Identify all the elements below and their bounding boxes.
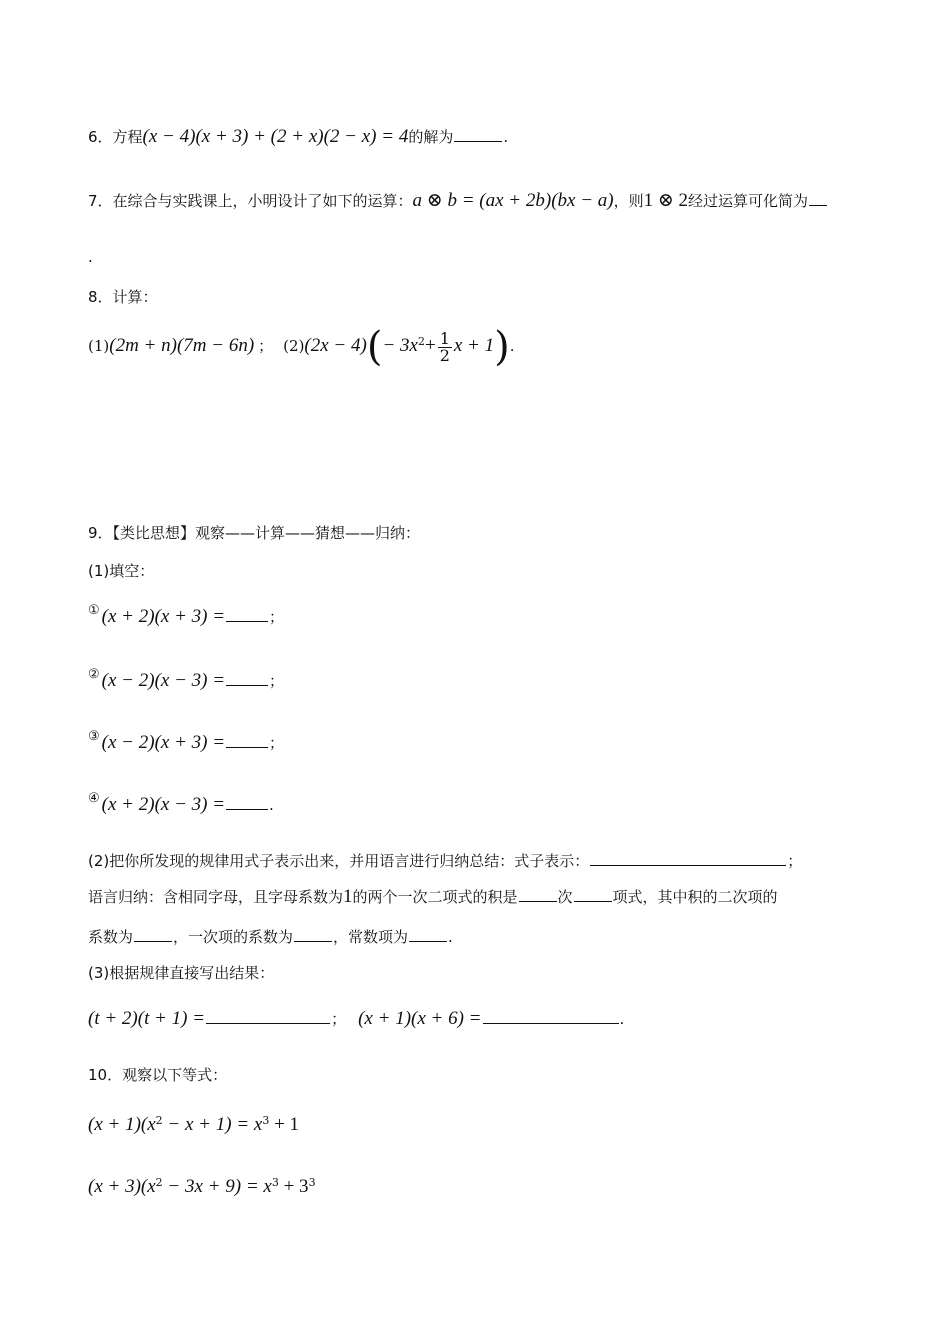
q9-item-3 — [88, 729, 285, 756]
q9-part2-coef-label: 系数为 — [88, 928, 134, 946]
q10-eq2-part-a: (x + 3)(x — [88, 1176, 156, 1197]
q7-answer-blank[interactable] — [809, 191, 827, 206]
q9-part3-expression-1: (t + 2)(t + 1) = — [88, 1008, 206, 1029]
q8-part2-tail: x + 1 — [453, 335, 495, 356]
q7-prefix: 7．在综合与实践课上，小明设计了如下的运算： — [88, 192, 413, 210]
q10-equation-2 — [88, 1172, 316, 1198]
q9-title: 9．【类比思想】观察——计算——猜想——归纳： — [88, 524, 421, 542]
q10-eq2-exp-1: 2 — [155, 1176, 163, 1189]
q10-eq2-part-c: + 3 — [278, 1176, 309, 1197]
q9-item-4-expression: (x + 2)(x − 3) = — [101, 794, 226, 815]
q9-part3-blank-1[interactable] — [206, 1009, 330, 1024]
q10-eq2-exp-2: 3 — [271, 1176, 279, 1189]
q10-eq2-exp-3: 3 — [308, 1176, 316, 1189]
q9-item-2-end: ； — [269, 672, 285, 690]
q9-part3-end: . — [619, 1010, 625, 1028]
q10-eq1-part-b: − x + 1) = x — [162, 1114, 263, 1135]
q8-fraction — [438, 328, 452, 365]
question-8-parts — [88, 322, 515, 370]
q9-part2-linear-label: ，一次项的系数为 — [173, 928, 294, 946]
q9-part2-summary-1: 语言归纳：含相同字母，且字母系数为 — [88, 888, 344, 906]
q9-constant-blank[interactable] — [409, 927, 447, 942]
question-10-title — [88, 1064, 227, 1086]
q7-operation-instance: 1 ⊗ 2 — [643, 190, 689, 211]
q9-degree-blank[interactable] — [519, 887, 557, 902]
q6-prefix: 6．方程 — [88, 128, 143, 146]
q9-part3 — [88, 962, 274, 984]
q6-equation: (x − 4)(x + 3) + (2 + x)(2 − x) = 4 — [142, 126, 409, 147]
q9-part3-expression-2: (x + 1)(x + 6) = — [358, 1008, 482, 1029]
q9-part2-line2 — [88, 886, 778, 908]
q9-item-3-end: ； — [269, 734, 285, 752]
q8-part2-factor: (2x − 4) — [304, 335, 367, 356]
q9-part2-summary-2: 的两个一次二项式的积是 — [352, 888, 518, 906]
q9-linear-coef-blank[interactable] — [294, 927, 332, 942]
q8-plus: + — [424, 335, 436, 356]
q6-answer-blank[interactable] — [454, 127, 502, 142]
q9-part2-one: 1 — [343, 886, 353, 907]
q9-part3-blank-2[interactable] — [483, 1009, 619, 1024]
q9-part2-line3-end: . — [448, 928, 453, 946]
question-8-title — [88, 286, 158, 308]
q8-part2-label: (2) — [283, 337, 305, 355]
q9-item-1 — [88, 603, 285, 630]
q6-suffix: 的解为 — [408, 128, 454, 146]
q9-part3-sep: ； — [331, 1010, 347, 1028]
q9-item-1-expression: (x + 2)(x + 3) = — [101, 606, 226, 627]
q10-title: 10．观察以下等式： — [88, 1066, 228, 1084]
q9-item-3-mark: ③ — [88, 729, 100, 744]
q10-eq1-part-a: (x + 1)(x — [88, 1114, 156, 1135]
q9-item-2 — [88, 667, 285, 694]
q9-item-4-mark: ④ — [88, 791, 100, 806]
q9-item-2-mark: ② — [88, 667, 100, 682]
q10-eq1-exp-1: 2 — [155, 1114, 163, 1127]
q8-end: . — [509, 337, 515, 355]
question-6 — [88, 126, 508, 148]
q9-part1-label: (1)填空： — [88, 562, 155, 580]
q8-part1-expression: (2m + n)(7m − 6n) — [109, 335, 255, 356]
q9-part2-constant-label: ，常数项为 — [333, 928, 409, 946]
q9-part1 — [88, 560, 154, 582]
q7-operation-definition: a ⊗ b = (ax + 2b)(bx − a) — [412, 190, 614, 211]
q8-big-paren-close: ) — [494, 324, 510, 370]
q7-end: . — [88, 248, 93, 266]
q9-item-4 — [88, 791, 274, 818]
q8-big-paren-open: ( — [366, 324, 383, 370]
q9-part2-end: ； — [787, 852, 803, 870]
q9-item-4-end: . — [269, 796, 274, 814]
q9-part2-line1 — [88, 850, 802, 872]
q9-part3-label: (3)根据规律直接写出结果： — [88, 964, 275, 982]
q9-item-1-blank[interactable] — [226, 607, 268, 622]
q8-part2-exponent: 2 — [417, 335, 425, 348]
q9-item-2-blank[interactable] — [226, 671, 268, 686]
q10-eq1-exp-2: 3 — [262, 1114, 270, 1127]
q8-part2-term: − 3x — [382, 335, 418, 356]
q7-suffix: 经过运算可化简为 — [688, 192, 809, 210]
q9-item-3-expression: (x − 2)(x + 3) = — [101, 732, 226, 753]
q10-equation-1 — [88, 1110, 299, 1136]
q9-part2-line3 — [88, 926, 453, 948]
q8-part1-label: (1) — [88, 337, 110, 355]
q9-part2-summary-4: 项式，其中积的二次项的 — [612, 888, 778, 906]
q7-mid: ，则 — [613, 192, 644, 210]
q8-fraction-denominator: 2 — [439, 345, 450, 365]
q10-eq2-part-b: − 3x + 9) = x — [162, 1176, 272, 1197]
q9-item-3-blank[interactable] — [226, 733, 268, 748]
q8-fraction-numerator: 1 — [439, 328, 450, 348]
q9-terms-blank[interactable] — [574, 887, 612, 902]
q9-part3-expressions — [88, 1008, 624, 1030]
q9-item-2-expression: (x − 2)(x − 3) = — [101, 670, 226, 691]
q8-title: 8．计算： — [88, 288, 158, 306]
q9-item-1-mark: ① — [88, 603, 100, 618]
q10-eq1-part-c: + 1 — [269, 1114, 300, 1135]
q9-part2-prompt: (2)把你所发现的规律用式子表示出来，并用语言进行归纳总结：式子表示： — [88, 852, 590, 870]
q9-quadratic-coef-blank[interactable] — [134, 927, 172, 942]
q9-item-4-blank[interactable] — [226, 795, 268, 810]
question-7 — [88, 190, 828, 212]
q8-separator: ； — [258, 337, 274, 355]
q9-part2-summary-3: 次 — [557, 888, 573, 906]
q6-end: . — [503, 128, 509, 146]
q7-end-line — [88, 246, 93, 268]
question-9-title — [88, 522, 420, 544]
q9-item-1-end: ； — [269, 608, 285, 626]
q9-formula-blank[interactable] — [590, 851, 786, 866]
